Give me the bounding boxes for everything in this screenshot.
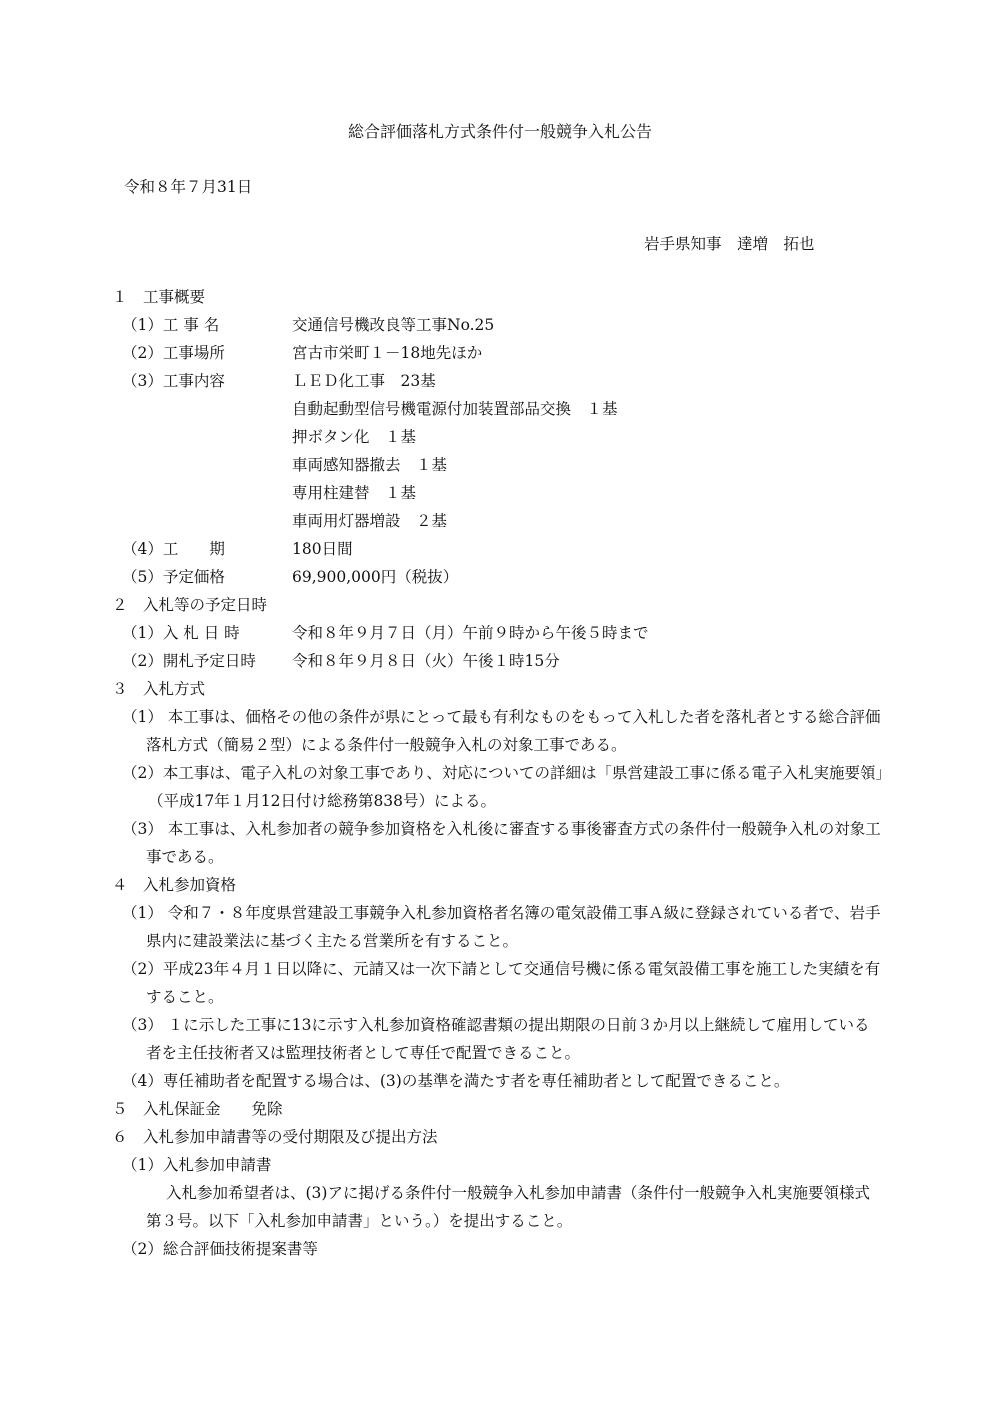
s6-label-application: （1）入札参加申請書 <box>122 1156 272 1174</box>
s6-paragraph-line: 入札参加希望者は、(3)アに掲げる条件付一般競争入札参加申請書（条件付一般競争入札実施要領様式 <box>166 1184 870 1202</box>
s3-paragraph-line: （平成17年１月12日付け総務第838号）による。 <box>148 792 497 810</box>
s2-value-opening-date: 令和８年９月８日（火）午後１時15分 <box>292 652 560 670</box>
s4-paragraph-line: 県内に建設業法に基づく主たる営業所を有すること。 <box>146 932 519 950</box>
s1-content-item: ＬＥＤ化工事 23基 <box>292 372 436 390</box>
s1-value-construction-name: 交通信号機改良等工事No.25 <box>292 316 495 334</box>
section-4-heading: ４ 入札参加資格 <box>112 876 237 894</box>
s1-label-content: （3）工事内容 <box>122 372 225 390</box>
s3-paragraph-line: （1） 本工事は、価格その他の条件が県にとって最も有利なものをもって入札した者を落札者とする総合評価 <box>122 708 881 726</box>
notice-date: 令和８年７月31日 <box>124 178 253 196</box>
s3-paragraph-line: 落札方式（簡易２型）による条件付一般競争入札の対象工事である。 <box>146 736 627 754</box>
s6-label-technical-proposal: （2）総合評価技術提案書等 <box>122 1240 318 1258</box>
s4-paragraph-line: すること。 <box>146 988 224 1006</box>
s1-value-location: 宮古市栄町１－18地先ほか <box>292 344 483 362</box>
section-5-heading: ５ 入札保証金 免除 <box>112 1100 283 1118</box>
s6-paragraph-line: 第３号。以下「入札参加申請書」という。）を提出すること。 <box>146 1212 573 1230</box>
section-1-heading: １ 工事概要 <box>112 288 206 306</box>
s3-paragraph-line: （2）本工事は、電子入札の対象工事であり、対応についての詳細は「県営建設工事に係る電子入札実施要領」 <box>122 764 892 782</box>
s1-content-item: 押ボタン化 １基 <box>292 428 417 446</box>
s1-content-item: 自動起動型信号機電源付加装置部品交換 １基 <box>292 400 618 418</box>
s3-paragraph-line: （3） 本工事は、入札参加者の競争参加資格を入札後に審査する事後審査方式の条件付一般競争入札の対象工 <box>122 820 881 838</box>
s4-paragraph-line: （3） １に示した工事に13に示す入札参加資格確認書類の提出期限の日前３か月以上継続して雇用している <box>122 1016 870 1034</box>
s1-value-period: 180日間 <box>292 540 353 558</box>
section-2-heading: ２ 入札等の予定日時 <box>112 596 268 614</box>
document-title: 総合評価落札方式条件付一般競争入札公告 <box>347 122 652 141</box>
s2-label-opening-date: （2）開札予定日時 <box>122 652 256 670</box>
s1-content-item: 専用柱建替 １基 <box>292 484 417 502</box>
s1-label-period: （4）工 期 <box>122 540 225 558</box>
s1-label-location: （2）工事場所 <box>122 344 225 362</box>
s2-value-bid-date: 令和８年９月７日（月）午前９時から午後５時まで <box>292 624 649 642</box>
s4-paragraph-line: 者を主任技術者又は監理技術者として専任で配置できること。 <box>146 1044 581 1062</box>
s4-paragraph-line: （2）平成23年４月１日以降に、元請又は一次下請として交通信号機に係る電気設備工事を施工した実績を有 <box>122 960 881 978</box>
s1-content-item: 車両感知器撤去 １基 <box>292 456 448 474</box>
s1-label-price: （5）予定価格 <box>122 568 225 586</box>
s1-value-price: 69,900,000円（税抜） <box>292 568 459 586</box>
s4-paragraph-line: （1） 令和７・８年度県営建設工事競争入札参加資格者名簿の電気設備工事Ａ級に登録されている者で、岩手 <box>122 904 881 922</box>
issuer-name: 岩手県知事 達増 拓也 <box>644 235 815 253</box>
s1-content-item: 車両用灯器増設 ２基 <box>292 512 448 530</box>
s1-label-construction-name: （1）工 事 名 <box>122 316 220 334</box>
s3-paragraph-line: 事である。 <box>146 848 224 866</box>
section-3-heading: ３ 入札方式 <box>112 680 206 698</box>
s4-paragraph-line: （4）専任補助者を配置する場合は、(3)の基準を満たす者を専任補助者として配置できること。 <box>122 1072 790 1090</box>
s2-label-bid-date: （1）入 札 日 時 <box>122 624 240 642</box>
section-6-heading: ６ 入札参加申請書等の受付期限及び提出方法 <box>112 1128 438 1146</box>
